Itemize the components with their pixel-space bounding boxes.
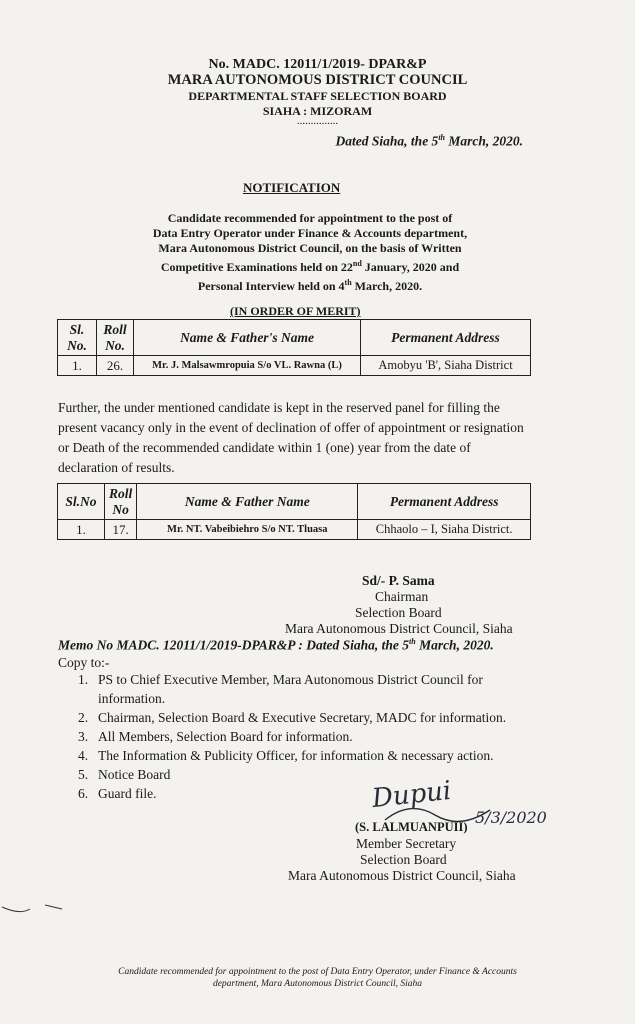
- signatory-council: Mara Autonomous District Council, Siaha: [285, 621, 513, 636]
- list-item: 3. All Members, Selection Board for information.: [78, 729, 353, 744]
- dated-line: Dated Siaha, the 5th March, 2020.: [335, 133, 523, 149]
- col-address: Permanent Address: [358, 484, 531, 520]
- board-name: DEPARTMENTAL STAFF SELECTION BOARD: [188, 89, 447, 103]
- reserve-paragraph: Further, the under mentioned candidate is kept in the reserved panel for filling the present vacancy only in the event of declination of offer of appointment or resignation or Death of the recommended candidate within 1 (one) year from the date of declaration of results.: [58, 400, 524, 475]
- cell-roll: 17.: [105, 520, 137, 540]
- notification-body: Candidate recommended for appointment to the post of Data Entry Operator under Finance & Accounts department, Mara Autonomous District Council, on the basis of Written Competitive Examinations held on 22nd January, 2020 and Personal Interview held on 4th March, 2020.: [152, 211, 468, 293]
- cell-name: Mr. NT. Vabeibiehro S/o NT. Tluasa: [137, 520, 358, 540]
- col-roll-no: Roll No.: [97, 320, 134, 356]
- header-dots: ...............: [296, 115, 339, 127]
- signatory-title: Chairman: [375, 589, 429, 604]
- council-name: MARA AUTONOMOUS DISTRICT COUNCIL: [167, 72, 468, 88]
- copy-to-list: [78, 670, 528, 803]
- col-name: Name & Father's Name: [134, 320, 361, 356]
- signatory-board: Selection Board: [355, 605, 442, 620]
- cell-roll: 26.: [97, 356, 134, 376]
- col-name: Name & Father Name: [137, 484, 358, 520]
- list-item: 1. PS to Chief Executive Member, Mara Autonomous District Council for information.: [78, 672, 483, 706]
- memo-line: Memo No MADC. 12011/1/2019-DPAR&P : Dated Siaha, the 5th March, 2020.: [58, 637, 494, 653]
- footer-note: Candidate recommended for appointment to the post of Data Entry Operator, under Finance & Accounts department, Mara Autonomous District Council, Siaha: [118, 967, 517, 989]
- reserve-table: [57, 483, 531, 540]
- signatory2-board: Selection Board: [360, 852, 447, 867]
- col-roll-no: Roll No: [105, 484, 137, 520]
- cell-sl: 1.: [58, 356, 97, 376]
- list-item: 6. Guard file.: [78, 786, 157, 801]
- cell-sl: 1.: [58, 520, 105, 540]
- handwritten-date: 5/3/2020: [475, 808, 547, 827]
- copy-to-label: Copy to:-: [58, 655, 110, 670]
- merit-heading: (IN ORDER OF MERIT): [230, 304, 361, 318]
- list-item: 2. Chairman, Selection Board & Executive Secretary, MADC for information.: [78, 710, 507, 725]
- list-item: 5. Notice Board: [78, 767, 171, 782]
- pen-mark: [0, 895, 80, 925]
- reference-number: No. MADC. 12011/1/2019- DPAR&P: [208, 57, 427, 72]
- table-row: [58, 356, 531, 376]
- notification-title: NOTIFICATION: [243, 180, 341, 195]
- merit-table: [57, 319, 531, 376]
- signatory-sd: Sd/- P. Sama: [362, 573, 435, 588]
- signatory2-title: Member Secretary: [356, 836, 457, 851]
- signatory2-name: (S. LALMUANPUII): [355, 820, 468, 834]
- cell-name: Mr. J. Malsawmropuia S/o VL. Rawna (L): [134, 356, 361, 376]
- col-address: Permanent Address: [361, 320, 531, 356]
- cell-address: Amobyu 'B', Siaha District: [361, 356, 531, 376]
- cell-address: Chhaolo – I, Siaha District.: [358, 520, 531, 540]
- col-sl-no: Sl. No.: [58, 320, 97, 356]
- list-item: 4. The Information & Publicity Officer, for information & necessary action.: [78, 748, 494, 763]
- handwritten-signature: Dupui: [370, 775, 453, 815]
- col-sl-no: Sl.No: [58, 484, 105, 520]
- table-row: [58, 520, 531, 540]
- location: SIAHA : MIZORAM: [262, 104, 373, 118]
- signatory2-council: Mara Autonomous District Council, Siaha: [288, 868, 516, 883]
